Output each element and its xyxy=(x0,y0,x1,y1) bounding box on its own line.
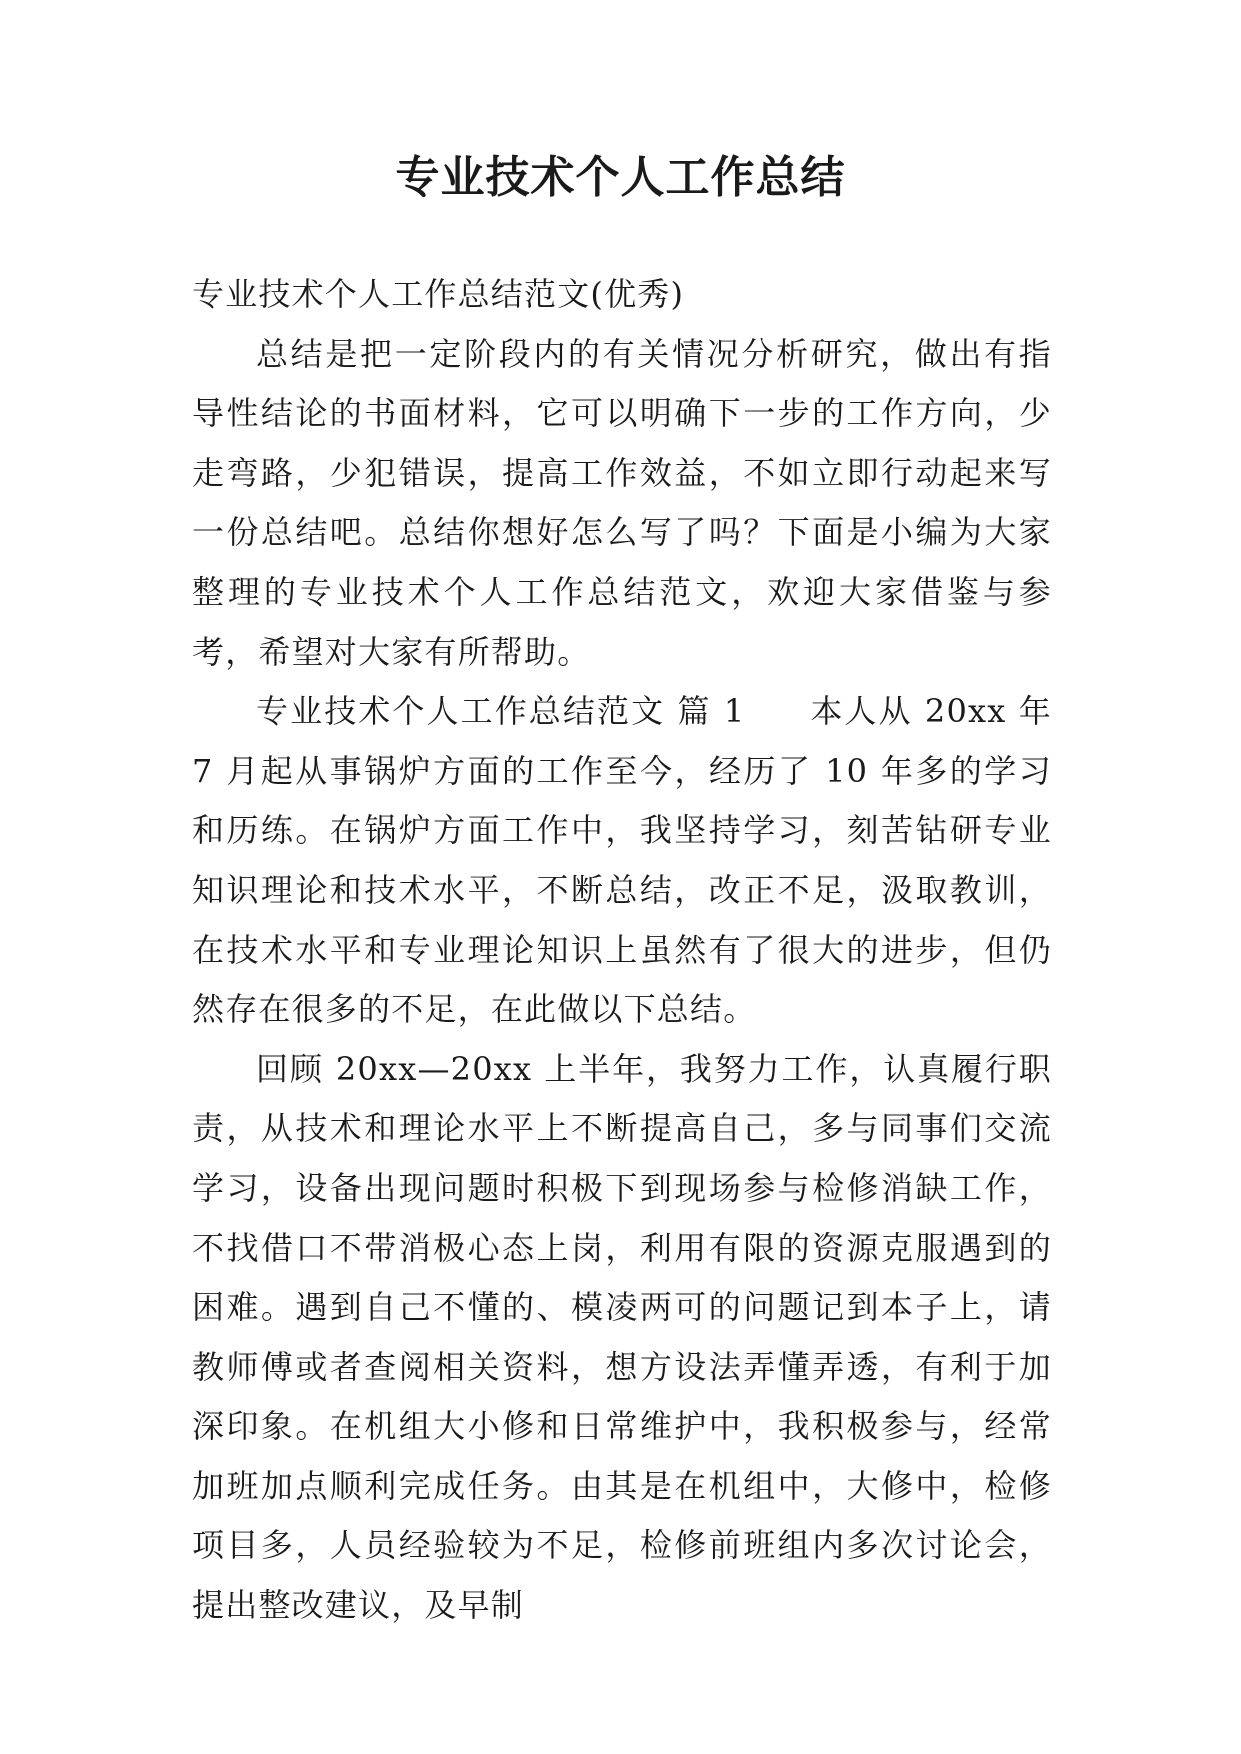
paragraph-1: 本人从 20xx 年 7 月起从事锅炉方面的工作至今，经历了 10 年多的学习和历练。在锅炉方面工作中，我坚持学习，刻苦钻研专业知识理论和技术水平，不断总结，改正不足，汲取教训，在技术水平和专业理论知识上虽然有了很大的进步，但仍然存在很多的不足，在此做以下总结。 xyxy=(192,692,1052,1029)
paragraph-2: 回顾 20xx—20xx 上半年，我努力工作，认真履行职责，从技术和理论水平上不断提高自己，多与同事们交流学习，设备出现问题时积极下到现场参与检修消缺工作，不找借口不带消极心态上岗，利用有限的资源克服遇到的困难。遇到自己不懂的、模凌两可的问题记到本子上，请教师傅或者查阅相关资料，想方设法弄懂弄透，有利于加深印象。在机组大小修和日常维护中，我积极参与，经常加班加点顺利完成任务。由其是在机组中，大修中，检修项目多，人员经验较为不足，检修前班组内多次讨论会，提出整改建议，及早制 xyxy=(192,1049,1052,1625)
section-heading: 专业技术个人工作总结范文 篇 1 xyxy=(256,692,746,731)
intro-paragraph: 总结是把一定阶段内的有关情况分析研究，做出有指导性结论的书面材料，它可以明确下一步的工作方向，少走弯路，少犯错误，提高工作效益，不如立即行动起来写一份总结吧。总结你想好怎么写了吗？下面是小编为大家整理的专业技术个人工作总结范文，欢迎大家借鉴与参考，希望对大家有所帮助。 xyxy=(192,334,1052,671)
document-title: 专业技术个人工作总结 xyxy=(395,152,846,203)
document-subtitle: 专业技术个人工作总结范文(优秀) xyxy=(192,275,685,313)
document-body xyxy=(192,265,1052,1636)
section-paragraph xyxy=(192,682,1052,1040)
